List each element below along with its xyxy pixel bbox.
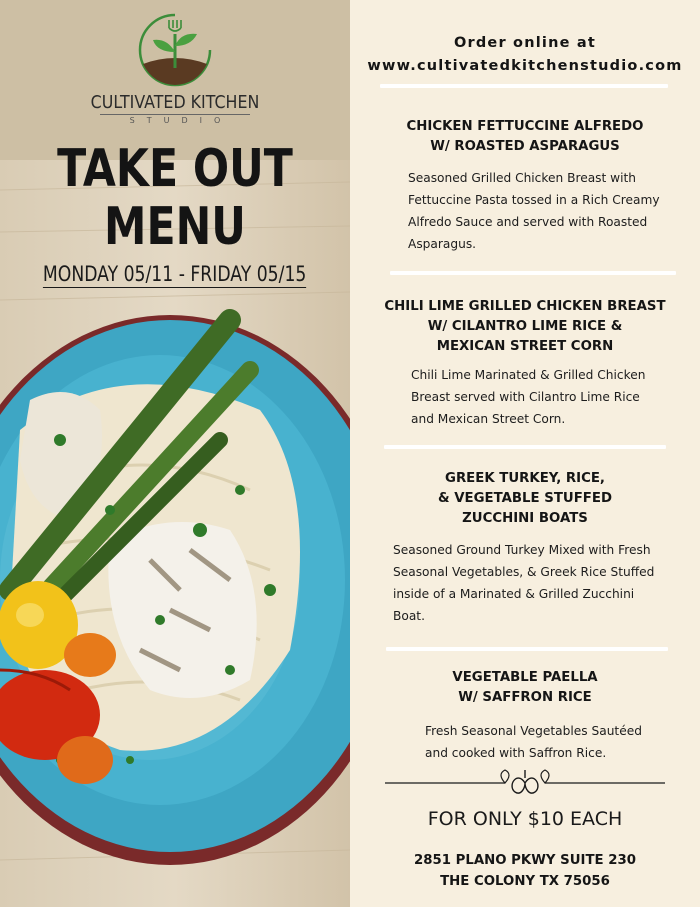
brand-name: CULTIVATED KITCHEN <box>90 92 260 113</box>
dish-title <box>350 668 700 708</box>
sprout-fork-icon <box>135 12 215 88</box>
flourish-divider-icon <box>385 766 665 800</box>
dish-desc-line: Asparagus. <box>408 237 477 251</box>
dish-title-line: VEGETABLE PAELLA <box>452 670 598 685</box>
order-online <box>350 32 700 78</box>
dish-description <box>425 720 642 764</box>
dish-desc-line: Alfredo Sauce and served with Roasted <box>408 215 648 229</box>
menu-title <box>32 140 319 256</box>
right-panel <box>350 0 700 907</box>
order-online-label: Order online at <box>453 35 597 51</box>
dish-title <box>350 297 700 357</box>
order-online-url[interactable]: www.cultivatedkitchenstudio.com <box>367 58 683 74</box>
address-line1: 2851 PLANO PKWY SUITE 230 <box>413 853 637 868</box>
dish-desc-line: Seasonal Vegetables, & Greek Rice Stuffed <box>393 565 655 579</box>
brand-sub: STUDIO <box>129 116 233 125</box>
dish-title-line: W/ SAFFRON RICE <box>458 690 592 705</box>
dish-title-line: GREEK TURKEY, RICE, <box>445 471 605 486</box>
menu-title-line1: TAKE OUT <box>57 139 293 199</box>
divider-rule <box>390 271 676 275</box>
address-line2: THE COLONY TX 75056 <box>440 874 610 889</box>
dish-desc-line: inside of a Marinated & Grilled Zucchini <box>393 587 635 601</box>
divider-rule <box>386 647 668 651</box>
dish-title-line: CHICKEN FETTUCCINE ALFREDO <box>406 119 644 134</box>
dish-desc-line: Seasoned Ground Turkey Mixed with Fresh <box>393 543 651 557</box>
divider-rule <box>380 84 668 88</box>
dish-title-line: W/ ROASTED ASPARAGUS <box>430 139 620 154</box>
menu-title-line2: MENU <box>104 197 246 257</box>
dish-title-line: ZUCCHINI BOATS <box>462 511 588 526</box>
dish-desc-line: Boat. <box>393 609 425 623</box>
divider-rule <box>384 445 666 449</box>
menu-dates-text: MONDAY 05/11 - FRIDAY 05/15 <box>43 262 307 286</box>
dish-desc-line: Fresh Seasonal Vegetables Sautéed <box>425 724 642 738</box>
dish-description <box>393 539 654 627</box>
dish-desc-line: Fettuccine Pasta tossed in a Rich Creamy <box>408 193 660 207</box>
dish-desc-line: Chili Lime Marinated & Grilled Chicken <box>411 368 646 382</box>
dish-desc-line: Breast served with Cilantro Lime Rice <box>411 390 640 404</box>
dish-title-line: CHILI LIME GRILLED CHICKEN BREAST <box>384 299 666 314</box>
brand-rule <box>100 114 250 115</box>
price-text: FOR ONLY $10 EACH <box>427 808 623 830</box>
food-plate-photo <box>0 290 350 907</box>
menu-dates <box>0 262 350 288</box>
brand-logo <box>0 12 350 125</box>
dish-title-line: W/ CILANTRO LIME RICE & <box>427 319 623 334</box>
dish-title-line: & VEGETABLE STUFFED <box>438 491 612 506</box>
dish-desc-line: and cooked with Saffron Rice. <box>425 746 607 760</box>
dish-description <box>411 364 645 430</box>
address <box>350 850 700 892</box>
dish-desc-line: Seasoned Grilled Chicken Breast with <box>408 171 637 185</box>
dish-desc-line: and Mexican Street Corn. <box>411 412 566 426</box>
dish-title <box>350 117 700 157</box>
dish-title <box>350 469 700 529</box>
dish-description <box>408 167 660 255</box>
dish-title-line: MEXICAN STREET CORN <box>436 339 614 354</box>
